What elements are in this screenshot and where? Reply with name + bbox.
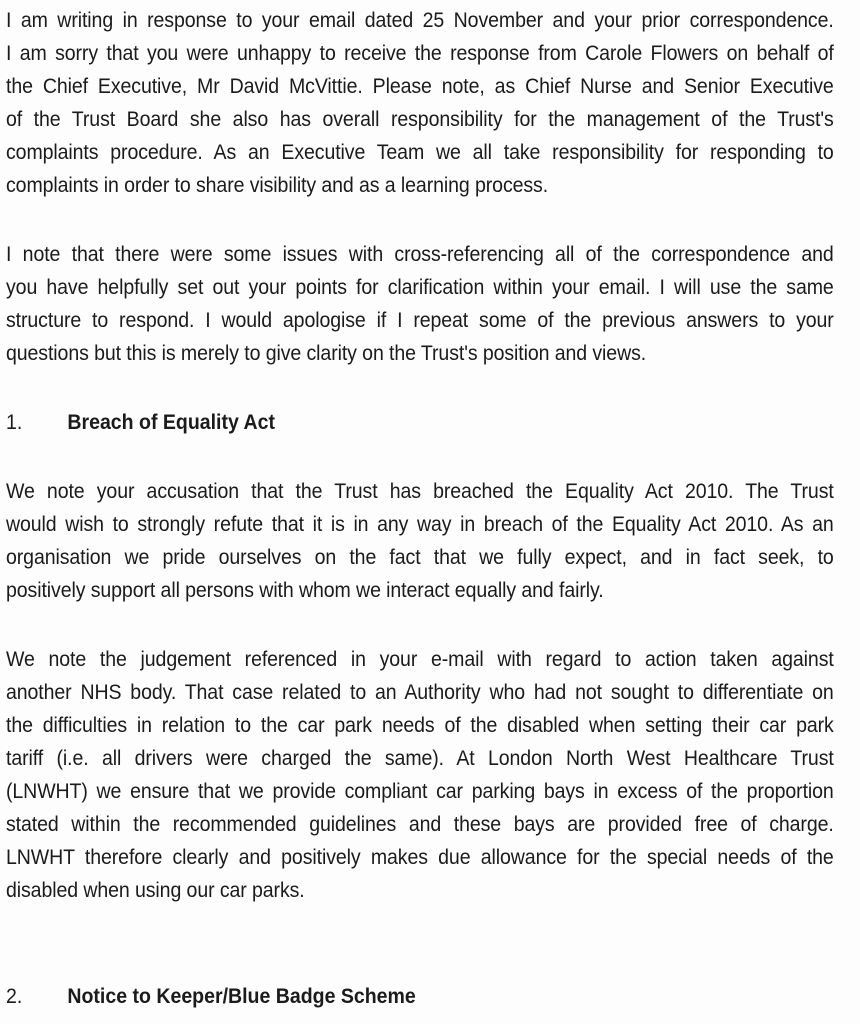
section-title: Breach of Equality Act (67, 411, 276, 434)
paragraph-equality-act (6, 475, 834, 607)
text-line: tariff (i.e. all drivers were charged the same). At London North West Healthcare Trust (6, 747, 834, 770)
text-line: another NHS body. That case related to an Authority who had not sought to differentiate on (6, 681, 834, 704)
text-line: complaints in order to share visibility and as a learning process. (6, 174, 549, 197)
text-line: I note that there were some issues with cross-referencing all of the correspondence and (6, 243, 834, 266)
text-line: We note your accusation that the Trust has breached the Equality Act 2010. The Trust (6, 480, 834, 503)
section-heading-equality-act (6, 406, 275, 439)
paragraph-clarification (6, 238, 834, 370)
section-heading-notice-to-keeper (6, 980, 416, 1013)
section-number: 1. (6, 411, 23, 434)
text-line: I am writing in response to your email dated 25 November and your prior correspondence. (6, 9, 834, 32)
text-line: (LNWHT) we ensure that we provide compliant car parking bays in excess of the proportion (6, 780, 834, 803)
text-line: would wish to strongly refute that it is in any way in breach of the Equality Act 2010. As an (6, 513, 834, 536)
text-line: stated within the recommended guidelines and these bays are provided free of charge. (6, 813, 834, 836)
paragraph-response-intro (6, 4, 834, 202)
text-line: the Chief Executive, Mr David McVittie. Please note, as Chief Nurse and Senior Executive (6, 75, 834, 98)
text-line: you have helpfully set out your points for clarification within your email. I will use the same (6, 276, 834, 299)
text-line: organisation we pride ourselves on the fact that we fully expect, and in fact seek, to (6, 546, 834, 569)
text-line: complaints procedure. As an Executive Team we all take responsibility for responding to (6, 141, 834, 164)
text-line: disabled when using our car parks. (6, 879, 305, 902)
text-line: the difficulties in relation to the car park needs of the disabled when setting their car park (6, 714, 834, 737)
text-line: positively support all persons with whom we interact equally and fairly. (6, 579, 604, 602)
text-line: I am sorry that you were unhappy to receive the response from Carole Flowers on behalf of (6, 42, 834, 65)
text-line: We note the judgement referenced in your e-mail with regard to action taken against (6, 648, 834, 671)
paragraph-judgement (6, 643, 834, 907)
text-line: LNWHT therefore clearly and positively makes due allowance for the special needs of the (6, 846, 834, 869)
text-line: of the Trust Board she also has overall responsibility for the management of the Trust's (6, 108, 834, 131)
section-number: 2. (6, 985, 23, 1008)
section-title: Notice to Keeper/Blue Badge Scheme (67, 985, 416, 1008)
text-line: questions but this is merely to give clarity on the Trust's position and views. (6, 342, 647, 365)
text-line: structure to respond. I would apologise if I repeat some of the previous answers to your (6, 309, 834, 332)
